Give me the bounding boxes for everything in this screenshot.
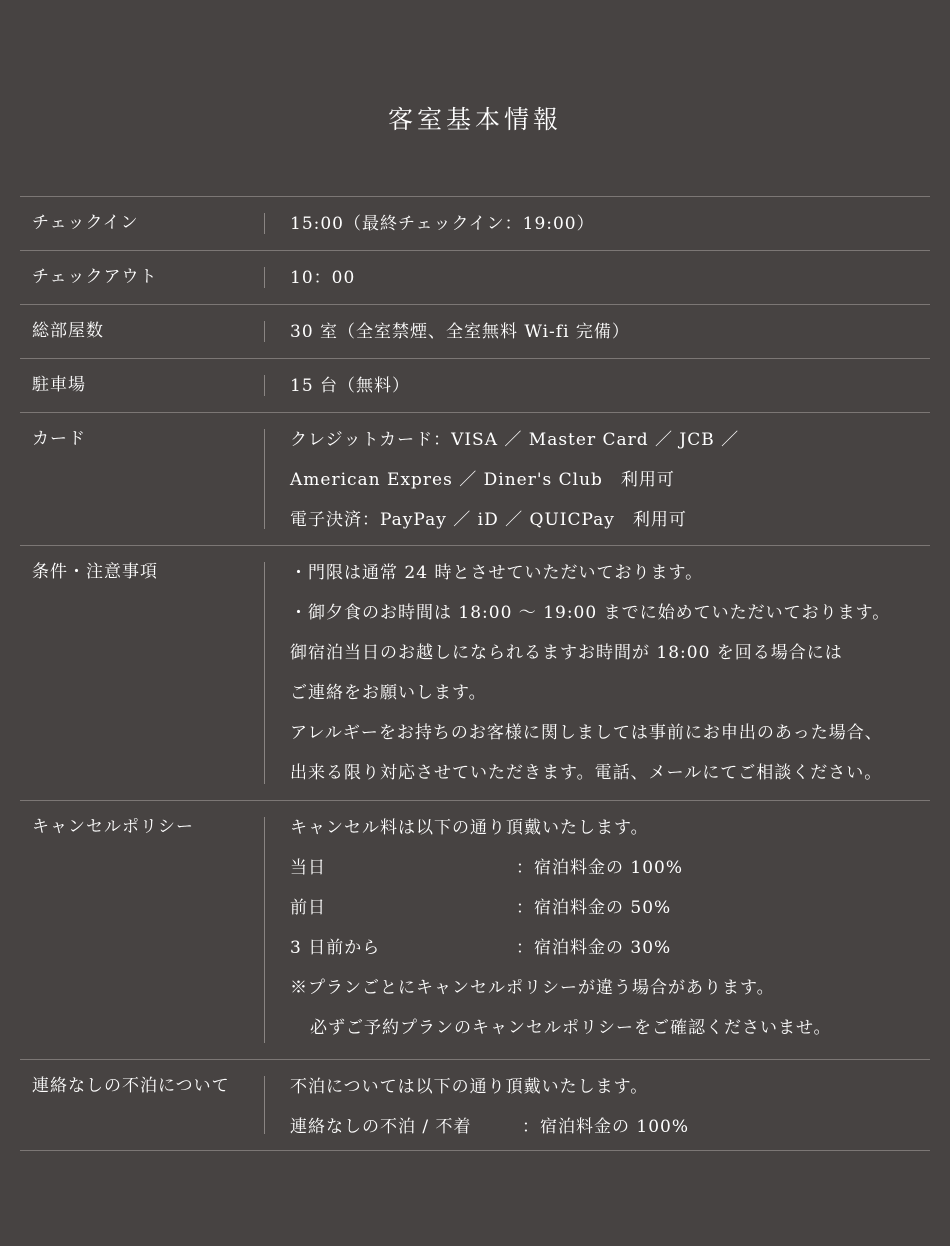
cancel-note: 必ずご予約プランのキャンセルポリシーをご確認くださいませ。 [310,1018,832,1038]
card-line: クレジットカード：VISA ／ Master Card ／ JCB ／ [290,430,740,450]
row-label: 駐車場 [32,375,86,395]
room-info-table [20,196,930,1151]
row-label: 連絡なしの不泊について [32,1076,230,1096]
card-line: American Expres ／ Diner's Club 利用可 [290,470,675,490]
condition-line: アレルギーをお持ちのお客様に関しましては事前にお申出のあった場合、 [290,723,883,743]
row-value [264,1076,930,1137]
row-label: チェックアウト [32,267,158,287]
row-label: キャンセルポリシー [32,817,194,837]
row-checkout [20,251,930,305]
row-value [264,429,930,529]
noshow-when: 連絡なしの不泊 / 不着 [290,1117,472,1137]
card-line: 電子決済：PayPay ／ iD ／ QUICPay 利用可 [290,510,687,530]
row-noshow [20,1060,930,1151]
row-label: チェックイン [32,213,139,233]
noshow-item [290,1107,930,1147]
row-parking [20,359,930,413]
rooms-value: 30 室（全室禁煙、全室無料 Wi-fi 完備） [290,322,630,342]
cancel-when: 3 日前から [290,938,381,958]
cancel-when: 前日 [290,898,326,918]
cancel-fee: ：宿泊料金の 50% [516,898,672,918]
row-label: 総部屋数 [32,321,104,341]
cancel-note: ※プランごとにキャンセルポリシーが違う場合があります。 [290,978,775,998]
cancel-fee: ：宿泊料金の 30% [516,938,672,958]
parking-value: 15 台（無料） [290,376,411,396]
row-card [20,413,930,546]
cancel-intro: キャンセル料は以下の通り頂戴いたします。 [290,818,649,838]
row-value [264,375,930,396]
cancel-item [290,928,930,968]
noshow-fee: ：宿泊料金の 100% [522,1117,690,1137]
page-title: 客室基本情報 [387,105,562,134]
cancel-item [290,848,930,888]
condition-line: 御宿泊当日のお越しになられるますお時間が 18:00 を回る場合には [290,643,843,663]
checkin-value: 15:00（最終チェックイン：19:00） [290,214,595,234]
noshow-intro: 不泊については以下の通り頂戴いたします。 [290,1077,649,1097]
condition-line: ・門限は通常 24 時とさせていただいております。 [290,563,704,583]
condition-line: ご連絡をお願いします。 [290,683,487,703]
checkout-value: 10：00 [290,268,356,288]
cancel-fee: ：宿泊料金の 100% [516,858,684,878]
row-cancel-policy [20,801,930,1060]
condition-line: 出来る限り対応させていただきます。電話、メールにてご相談ください。 [290,763,883,783]
row-value [264,817,930,1043]
row-value [264,321,930,342]
row-rooms [20,305,930,359]
cancel-when: 当日 [290,858,326,878]
row-value [264,213,930,234]
row-checkin [20,197,930,251]
row-label: 条件・注意事項 [32,562,158,582]
row-value [264,562,930,784]
condition-line: ・御夕食のお時間は 18:00 ～ 19:00 までに始めていただいております。 [290,603,891,623]
cancel-item [290,888,930,928]
row-value [264,267,930,288]
row-conditions [20,546,930,801]
row-label: カード [32,429,86,449]
